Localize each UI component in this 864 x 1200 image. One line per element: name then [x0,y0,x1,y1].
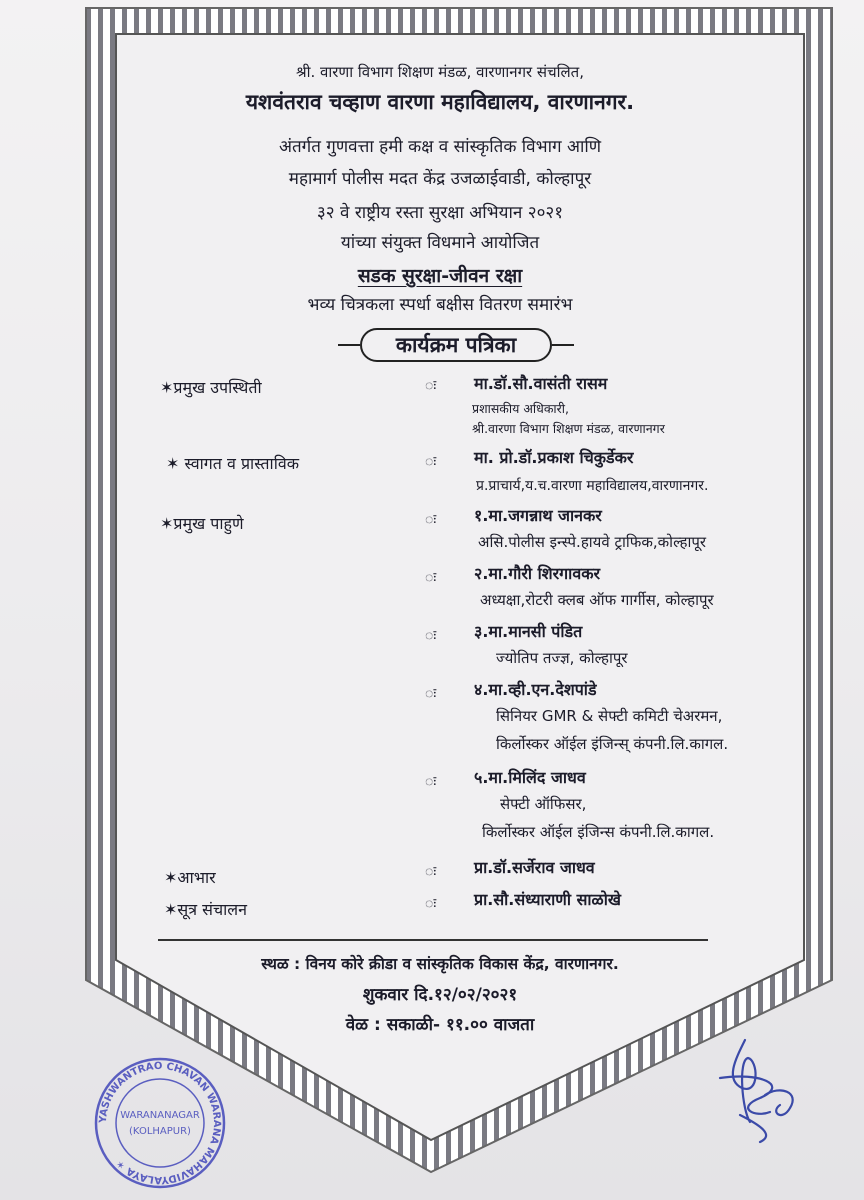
colon: ः [425,864,437,880]
person-detail: प्र.प्राचार्य,य.च.वारणा महाविद्यालय,वारणानगर. [476,478,709,494]
time-line: वेळ : सकाळी- ११.०० वाजता [345,1015,535,1035]
person-detail: किर्लोस्कर ऑईल इंजिन्स कंपनी.लि.कागल. [482,823,715,841]
colon: ः [425,512,437,528]
person-detail: सेफ्टी ऑफिसर, [500,795,587,813]
person-detail: किर्लोस्कर ऑईल इंजिन्स् कंपनी.लि.कागल. [496,735,729,753]
header-line-3: अंतर्गत गुणवत्ता हमी कक्ष व सांस्कृतिक विभाग आणि [278,137,602,157]
person-detail: श्री.वारणा विभाग शिक्षण मंडळ, वारणानगर [472,421,665,436]
person-name: १.मा.जगन्नाथ जानकर [474,506,602,525]
colon: ः [425,774,437,790]
slogan: सडक सुरक्षा-जीवन रक्षा [357,265,523,287]
person-name: प्रा.सौ.संध्याराणी साळोखे [474,890,621,909]
header-line-6: यांच्या संयुक्त विधमाने आयोजित [340,233,540,253]
role-label: ✶प्रमुख पाहुणे [160,514,244,533]
person-detail: अध्यक्षा,रोटरी क्लब ऑफ गार्गीस, कोल्हापूर [480,591,714,609]
colon: ः [425,686,437,702]
role-label: ✶प्रमुख उपस्थिती [160,378,262,397]
header-line-4: महामार्ग पोलीस मदत केंद्र उजळाईवाडी, कोल्हापूर [288,169,592,189]
college-title: यशवंतराव चव्हाण वारणा महाविद्यालय, वारणानगर. [245,90,635,114]
colon: ः [425,628,437,644]
header-line-1: श्री. वारणा विभाग शिक्षण मंडळ, वारणानगर संचलित, [296,63,584,81]
venue-line: स्थळ : विनय कोरे क्रीडा व सांस्कृतिक विकास केंद्र, वारणानगर. [261,955,619,973]
colon: ः [425,896,437,912]
divider-line [158,939,708,941]
person-detail: असि.पोलीस इन्स्पे.हायवे ट्राफिक,कोल्हापूर [478,533,707,551]
person-detail: ज्योतिप तज्ज्ञ, कोल्हापूर [496,649,628,667]
stamp-inner-1: WARANANAGAR [120,1110,200,1121]
person-name: २.मा.गौरी शिरगावकर [474,564,601,583]
person-detail: सिनियर GMR & सेफ्टी कमिटी चेअरमन, [496,707,723,725]
role-label: ✶ स्वागत व प्रास्ताविक [166,454,300,473]
person-name: मा.डॉ.सौ.वासंती रासम [474,374,608,393]
role-label: ✶आभार [164,868,216,887]
stamp-ring-text: YASHWANTRAO CHAVAN WARANA MAHAVIDYALAYA ✶ [97,1060,223,1186]
header-line-8: भव्य चित्रकला स्पर्धा बक्षीस वितरण समारंभ [307,295,573,315]
header-line-5: ३२ वे राष्ट्रीय रस्ता सुरक्षा अभियान २०२१ [316,203,564,223]
person-name: मा. प्रो.डॉ.प्रकाश चिकुर्डेकर [474,448,634,467]
colon: ः [425,378,437,394]
person-name: प्रा.डॉ.सर्जेराव जाधव [474,858,595,877]
person-name: ५.मा.मिलिंद जाधव [474,768,586,787]
person-name: ३.मा.मानसी पंडित [474,622,583,641]
role-label: ✶सूत्र संचालन [164,900,247,919]
person-name: ४.मा.व्ही.एन.देशपांडे [474,680,597,699]
colon: ः [425,570,437,586]
colon: ः [425,454,437,470]
date-line: शुकवार दि.१२/०२/२०२१ [362,985,518,1005]
program-badge: कार्यक्रम पत्रिका [360,328,552,362]
stamp-inner-2: (KOLHAPUR) [129,1126,191,1137]
person-detail: प्रशासकीय अधिकारी, [472,401,569,416]
